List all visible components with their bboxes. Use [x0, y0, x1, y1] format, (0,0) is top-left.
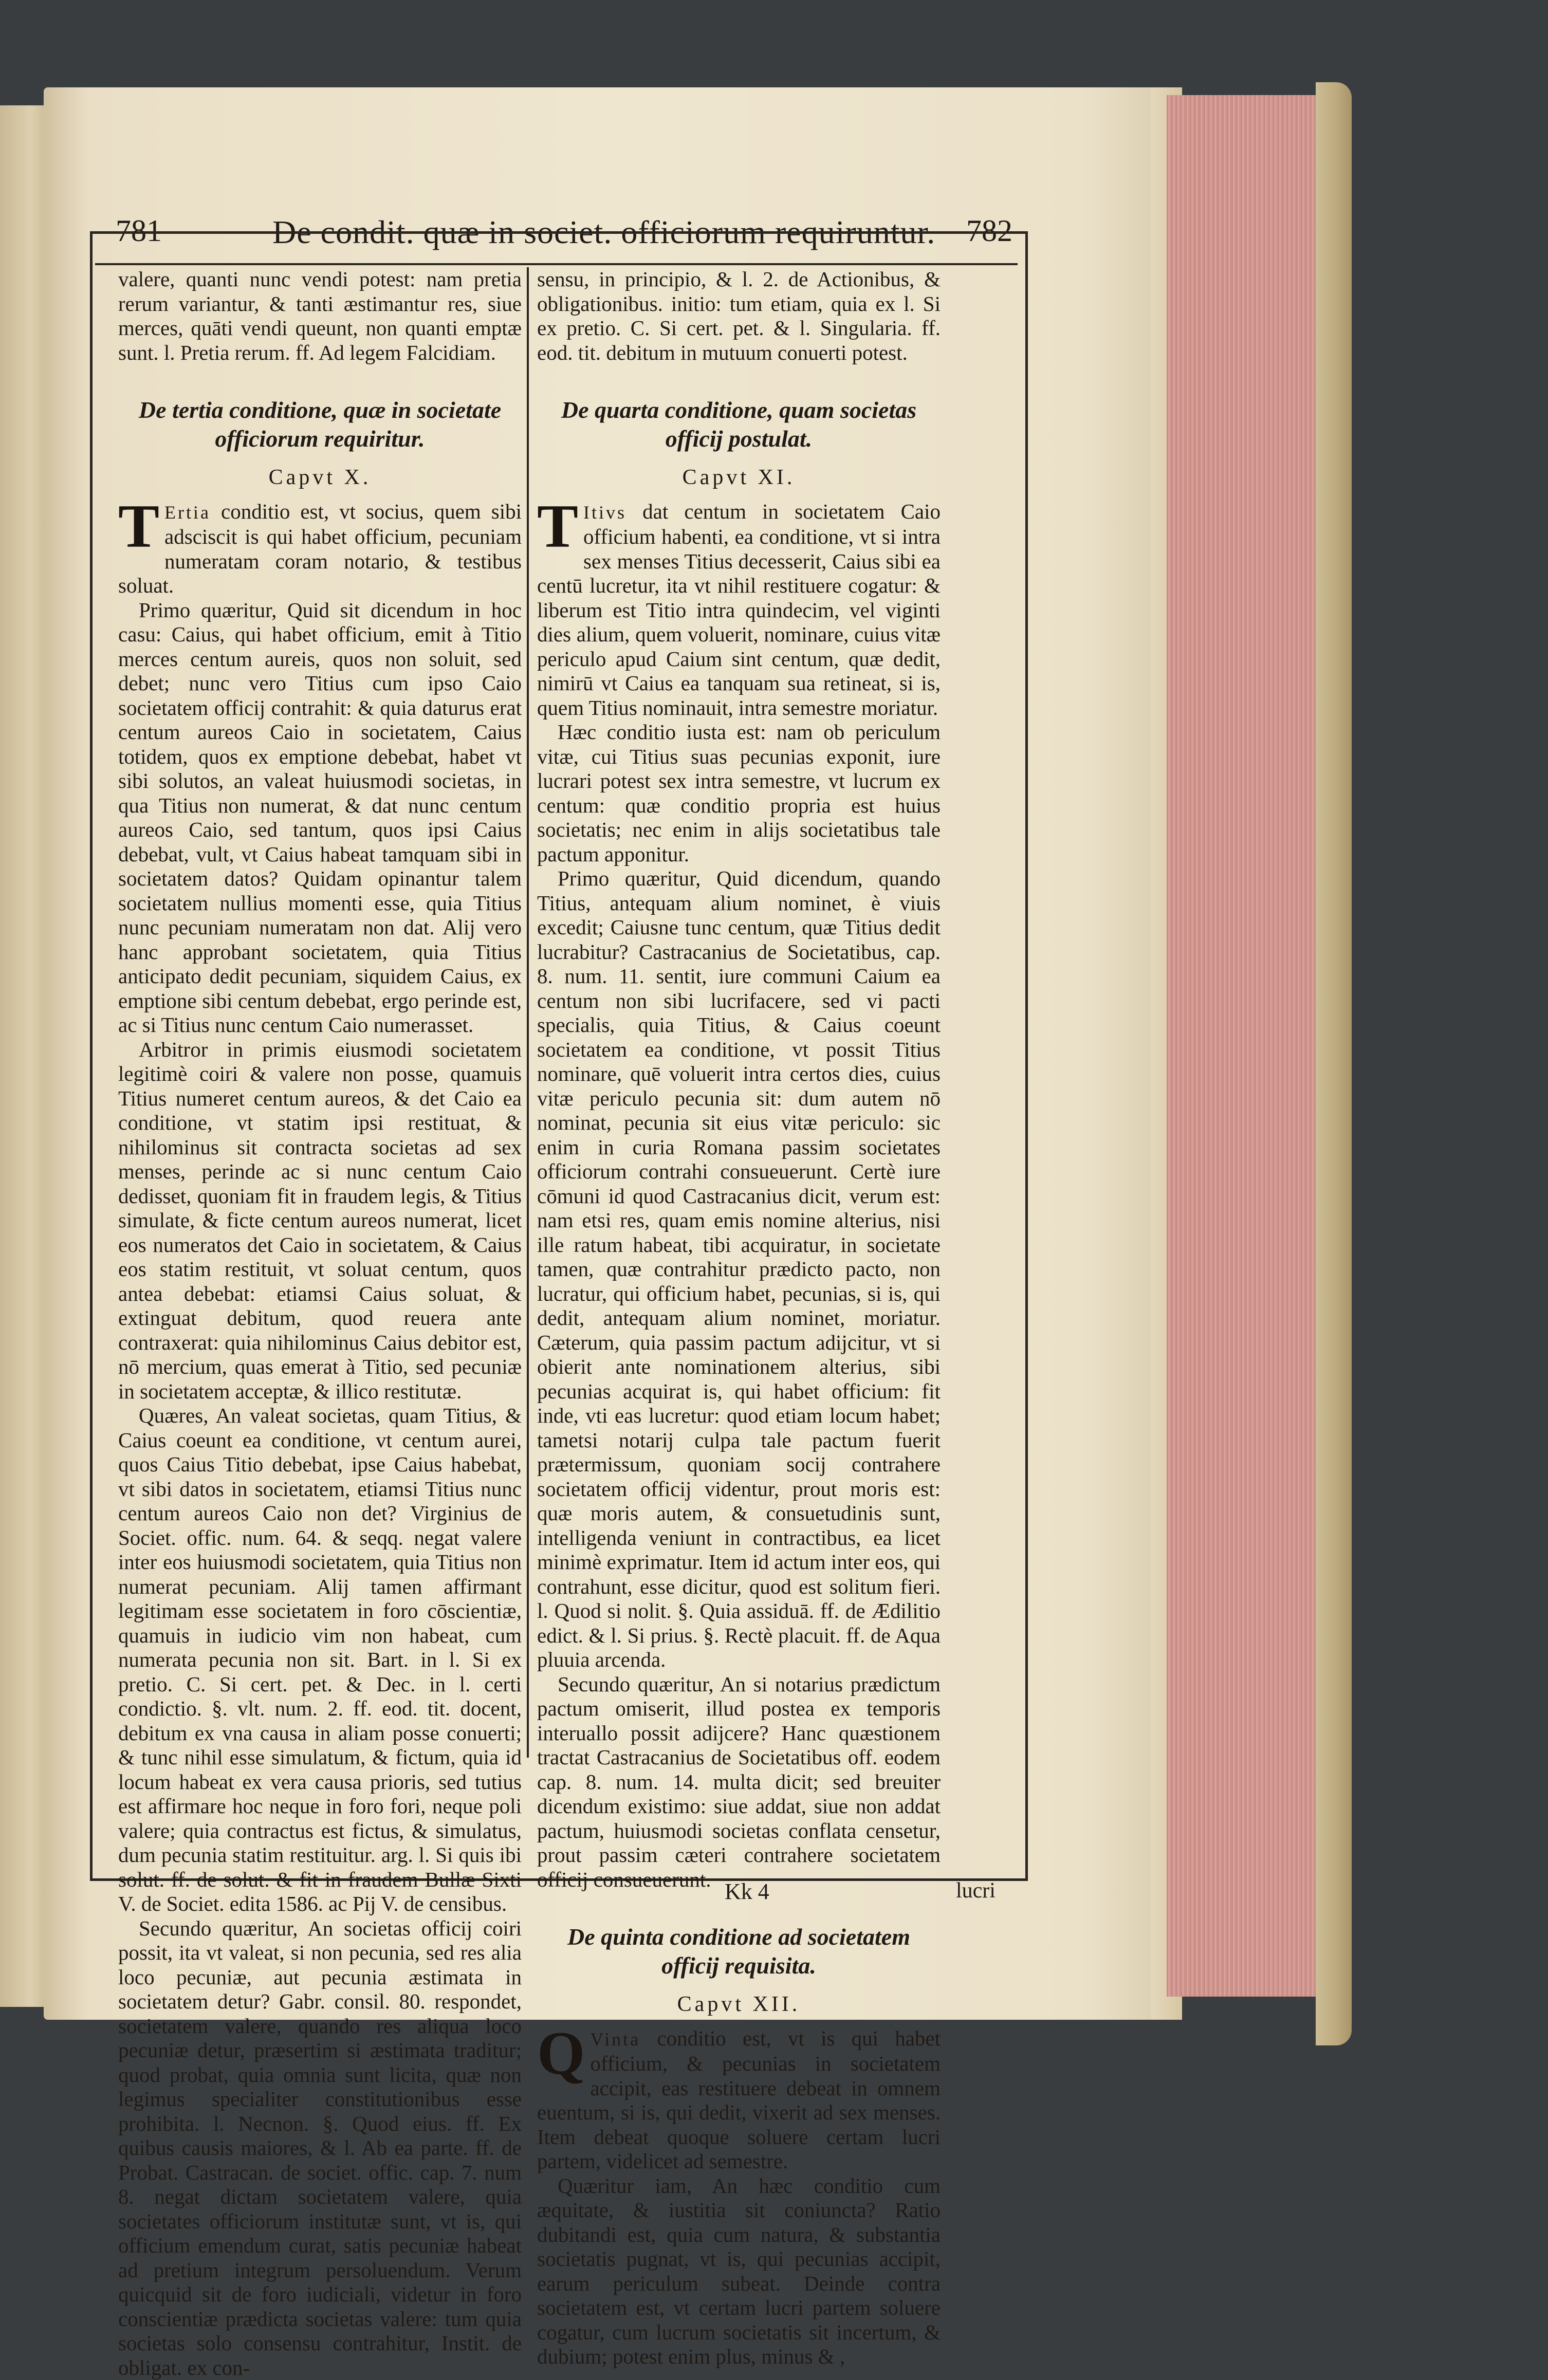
- chapter-opening: [118, 500, 522, 598]
- paragraph-text: conditio est, vt is qui habet officium, & pecunias in societatem accipit, eas restituere debeat in omnem euentum, si is, qui dedit, vixerit ad sex menses. Item debeat quoque soluere certam lucri partem, videlicet ad semestre.: [537, 2026, 941, 2173]
- chapter-opening: [537, 500, 941, 721]
- page-block-edges: [1167, 95, 1326, 1997]
- paragraph: Secundo quæritur, An si notarius prædictum pactum omiserit, illud postea ex temporis interuallo possit adijcere? Hanc quæstionem tractat Castracanius de Societatibus off. eodem cap. 8. num. 14. multa dicit; sed breuiter dicendum existimo: siue addat, siue non addat pactum, huiusmodi societas conflata censetur, prout passim cæteri contrahere societatem officij consueuerunt.: [537, 1672, 941, 1892]
- paragraph: Secundo quæritur, An societas officij coiri possit, ita vt valeat, si non pecunia, sed res alia loco pecuniæ, aut pecunia æstimata in societatem detur? Gabr. consil. 80. respondet, societatem valere, quando res aliqua loco pecuniæ detur, præsertim si æstimata traditur; quod probat, quia omnia sunt licita, quæ non legimus specialiter constitutionibus esse prohibita. l. Necnon. §. Quod eius. ff. Ex quibus causis maiores, & l. Ab ea parte. ff. de Probat. Castracan. de societ. offic. cap. 7. num 8. negat dictam societatem valere, quia societates officiorum institutæ sunt, vt is, qui officium emendum curat, satis pecuniæ habeat ad pretium integrum persoluendum. Verum quicquid sit de foro iudiciali, videtur in foro conscientiæ prædicta societas valere: tum quia societas solo consensu contrahitur, Instit. de obligat. ex con-: [118, 1916, 522, 2380]
- right-column: [537, 267, 941, 2369]
- chapter-heading: De tertia conditione, quæ in societate officiorum requiritur.: [134, 396, 506, 453]
- chapter-number: Capvt X.: [118, 466, 522, 490]
- signature-mark: Kk 4: [725, 1878, 769, 1905]
- paragraph: Quæritur iam, An hæc conditio cum æquitate, & iustitia sit coniuncta? Ratio dubitandi est, quia cum natura, & substantia societatis pugnat, vt is, qui pecunias accipit, earum periculum subeat. Deinde contra societatem est, vt certam lucri partem soluere cogatur, cum lucrum societatis sit incertum, & dubium; potest enim plus, minus & ,: [537, 2174, 941, 2369]
- chapter-heading: De quarta conditione, quam societas officij postulat.: [552, 396, 925, 453]
- chapter-number: Capvt XI.: [537, 466, 941, 490]
- paragraph: valere, quanti nunc vendi potest: nam pretia rerum variantur, & tanti æstimantur res, siue merces, quāti vendi queunt, non quanti emptæ sunt. l. Pretia rerum. ff. Ad legem Falcidiam.: [118, 267, 522, 365]
- paragraph-text: conditio est, vt socius, quem sibi adsciscit is qui habet officium, pecuniam numeratam coram notario, & testibus soluat.: [118, 500, 522, 598]
- paragraph: Arbitror in primis eiusmodi societatem legitimè coiri & valere non posse, quamuis Titius numeret centum aureos, & det Caio ea conditione, vt statim ipsi restituat, & nihilominus sit contracta societas ad sex menses, perinde ac si nunc centum Caio dedisset, quoniam fit in fraudem legis, & Titius simulate, & ficte centum aureos numerat, licet eos numeratos det Caio in societatem, & Caius eos statim restituit, vt soluat centum, quos antea debebat: etiamsi Caius soluat, & extinguat debitum, quod reuera ante contraxerat: quia nihilominus Caius debitor est, nō mercium, quas emerat à Titio, sed pecuniæ in societatem acceptæ, & illico restitutæ.: [118, 1038, 522, 1404]
- drop-cap: T: [118, 502, 159, 551]
- lead-word: Itivs: [583, 502, 626, 523]
- catchword: lucri: [956, 1878, 996, 1903]
- lead-word: Vinta: [590, 2029, 640, 2050]
- paragraph: sensu, in principio, & l. 2. de Actionibus, & obligationibus. initio: tum etiam, quia ex l. Si ex pretio. C. Si cert. pet. & l. Singularia. ff. eod. tit. debitum in mutuum conuerti potest.: [537, 267, 941, 365]
- column-rule: [527, 267, 529, 1758]
- paragraph: Primo quæritur, Quid dicendum, quando Titius, antequam alium nominet, è viuis excedit; Caiusne tunc centum, quæ Titius dedit lucrabitur? Castracanius de Societatibus, cap. 8. num. 11. sentit, iure communi Caium ea centum non sibi lucrifacere, sed vi pacti specialis, quia Titius, & Caius coeunt societatem ea conditione, vt possit Titius nominare, quē voluerit intra certos dies, cuius vitæ periculo pecunia sit: dum autem nō nominat, pecunia sit eius vitæ periculo: sic enim in curia Romana passim societates officiorum contrahi consueuerunt. Certè iure cōmuni id quod Castracanius dicit, verum est: nam etsi res, quam emis nomine alterius, nisi ille ratum habeat, tibi acquiratur, in societate tamen, quæ contrahitur prædicto pacto, non lucratur, qui officium habet, pecunias, si is, qui dedit, antequam alium nominet, moriatur. Cæterum, quia passim pactum adijcitur, vt si obierit ante nominationem alterius, sibi pecunias acquirat is, qui habet officium: fit inde, vti eas lucretur: quod etiam locum habet; tametsi notarij culpa tale pactum fuerit prætermissum, quoniam socij contrahere societatem officij videntur, prout moris est: quæ moris autem, & consuetudinis sunt, intelligenda veniunt in contractibus, ea licet minimè exprimatur. Item id actum inter eos, qui contrahunt, esse dicitur, quod est solitum fieri. l. Quod si nolit. §. Quia assiduā. ff. de Ædilitio edict. & l. Si prius. §. Rectè placuit. ff. de Aqua pluuia arcenda.: [537, 866, 941, 1672]
- paragraph: Hæc conditio iusta est: nam ob periculum vitæ, cui Titius suas pecunias exponit, iure lucrari potest sex intra semestre, vt lucrum ex centum: quæ conditio propria est huius societatis; nec enim in alijs societatibus tale pactum apponitur.: [537, 720, 941, 866]
- left-column: [118, 267, 522, 2380]
- folio-right: 782: [966, 213, 1012, 249]
- chapter-heading: De quinta conditione ad societatem officij requisita.: [552, 1923, 925, 1980]
- book-cover-edge: [1316, 82, 1352, 2045]
- paragraph-text: dat centum in societatem Caio officium habenti, ea conditione, vt si intra sex menses Titius decesserit, Caius sibi ea centū lucretur, ita vt nihil restituere cogatur: & liberum est Titio intra quindecim, vel viginti dies alium, quem voluerit, nominare, cuius vitæ periculo apud Caium sint centum, quæ dedit, nimirū vt Caius ea tanquam sua retineat, si is, quem Titius nominauit, intra semestre moriatur.: [537, 500, 941, 719]
- folio-left: 781: [116, 213, 162, 249]
- paragraph: Quæres, An valeat societas, quam Titius, & Caius coeunt ea conditione, vt centum aurei, quos Caius Titio debebat, ipse Caius habebat, vt sibi datos in societatem, etiamsi Titius nunc centum aureos Caio non det? Virginius de Societ. offic. num. 64. & seqq. negat valere inter eos huiusmodi societatem, quia Titius non numerat pecuniam. Alij tamen affirmant legitimam esse societatem in foro cōscientiæ, quamuis in iudicio vim non habeat, cum numerata pecunia non sit. Bart. in l. Si ex pretio. C. Si cert. pet. & Dec. in l. certi condictio. §. vlt. num. 2. ff. eod. tit. docent, debitum ex vna causa in aliam posse conuerti; & tunc nihil esse simulatum, & fictum, quia id locum habeat ex vera causa prioris, sed tutius est affirmare hoc neque in foro fori, neque poli valere; quia contractus est fictus, & simulatus, dum pecunia statim restituitur. arg. l. Si quis ibi solut. ff. de solut. & fit in fraudem Bullæ Sixti V. de Societ. edita 1586. ac Pij V. de censibus.: [118, 1404, 522, 1916]
- lead-word: Ertia: [164, 502, 211, 523]
- chapter-number: Capvt XII.: [537, 1992, 941, 2017]
- drop-cap: Q: [537, 2028, 585, 2078]
- running-title: De condit. quæ in societ. officiorum requiruntur.: [272, 213, 935, 251]
- paragraph: Primo quæritur, Quid sit dicendum in hoc casu: Caius, qui habet officium, emit à Titio merces centum aureis, quos non soluit, sed debet; nunc vero Titius cum ipso Caio societatem officij contrahit: & quia daturus erat centum aureos Caio in societatem, Caius totidem, quos ex emptione debebat, habet vt sibi solutos, an valeat huiusmodi societas, in qua Titius non numerat, & dat nunc centum aureos Caio, sed tantum, quos ipsi Caius debebat, vult, vt Caius habeat tamquam sibi in societatem datos? Quidam opinantur talem societatem nullius momenti esse, quia Titius nunc pecuniam numeratam non dat. Alij vero hanc approbant societatem, quia Titius anticipato dedit pecuniam, siquidem Caius, ex emptione sibi centum debebat, ergo perinde est, ac si Titius nunc centum Caio numerasset.: [118, 598, 522, 1038]
- drop-cap: T: [537, 502, 578, 551]
- chapter-opening: [537, 2026, 941, 2174]
- running-head-rule: [95, 263, 1018, 265]
